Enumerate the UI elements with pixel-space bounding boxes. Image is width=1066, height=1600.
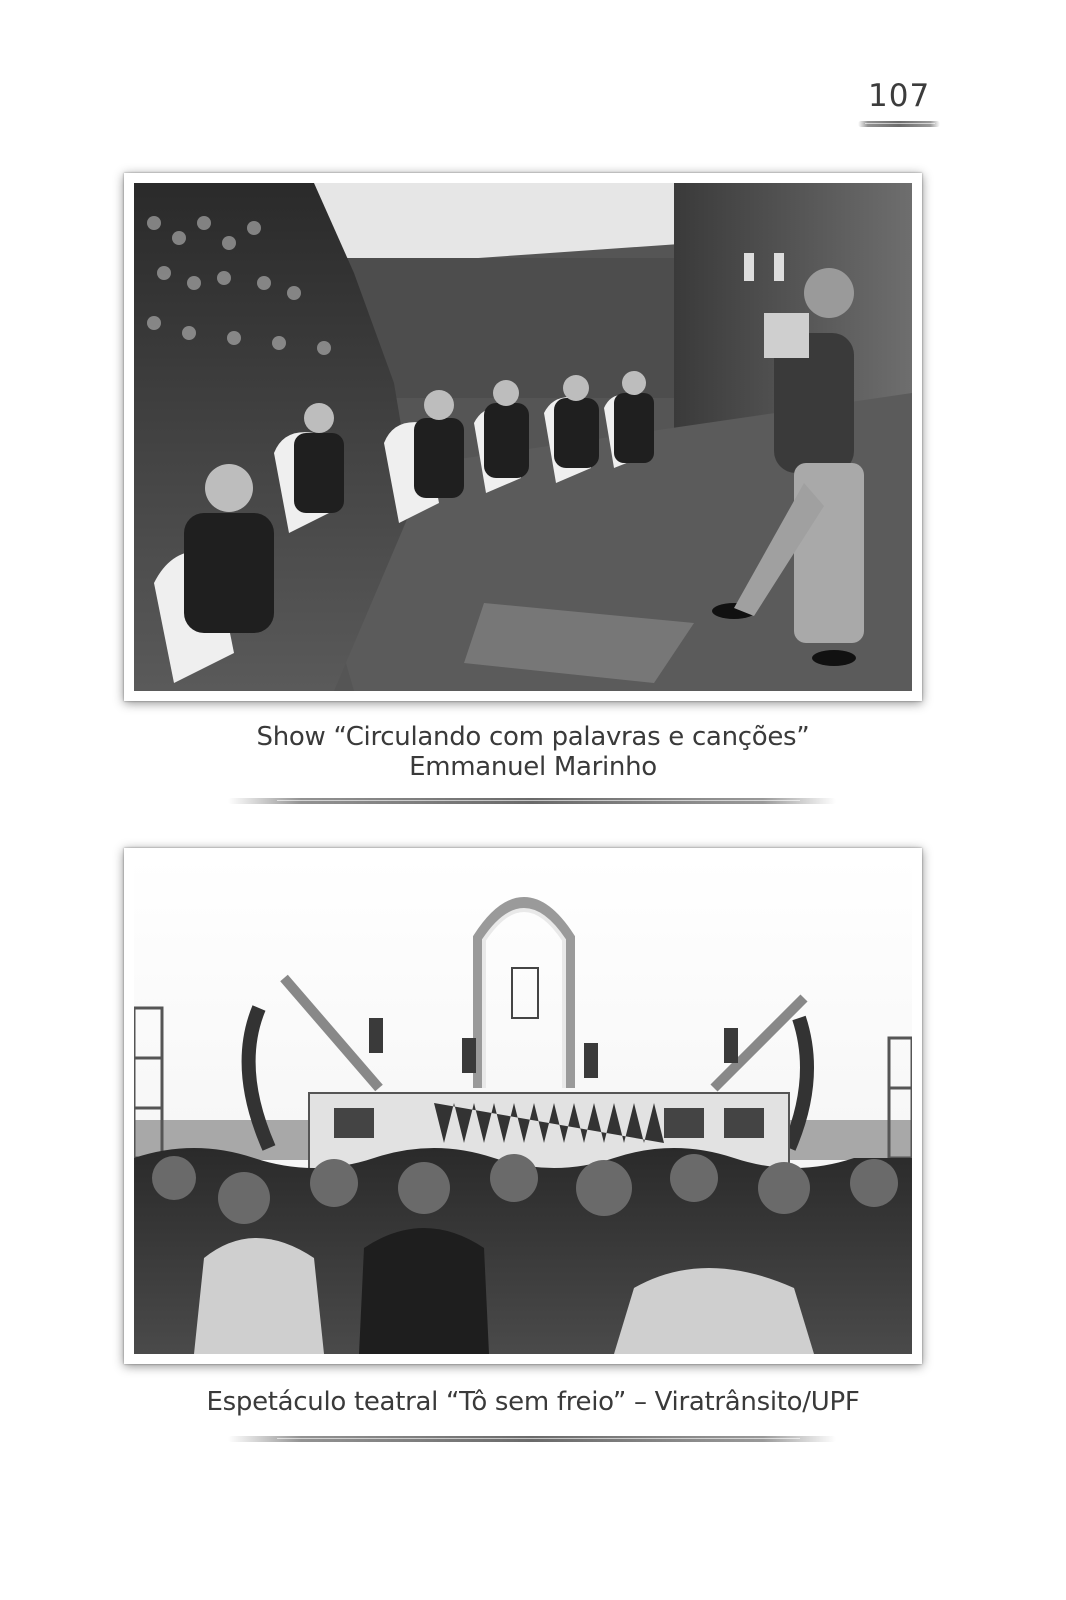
page-number-underline [858,121,940,127]
caption-underline-top [228,798,836,804]
page-number: 107 [868,78,931,114]
photo-image [134,858,912,1354]
photo-frame-top [124,173,922,701]
caption-line: Emmanuel Marinho [409,752,657,782]
photo-image [134,183,912,691]
photo-frame-bottom [124,848,922,1364]
photo-caption-top [0,722,1066,782]
photo-caption-bottom [0,1387,1066,1417]
photo-show-circulando [134,183,912,691]
caption-underline-bottom [228,1436,836,1442]
photo-espetaculo-teatral [134,858,912,1354]
caption-line: Espetáculo teatral “Tô sem freio” – Viratrânsito/UPF [206,1387,860,1417]
caption-line: Show “Circulando com palavras e canções” [256,722,810,752]
